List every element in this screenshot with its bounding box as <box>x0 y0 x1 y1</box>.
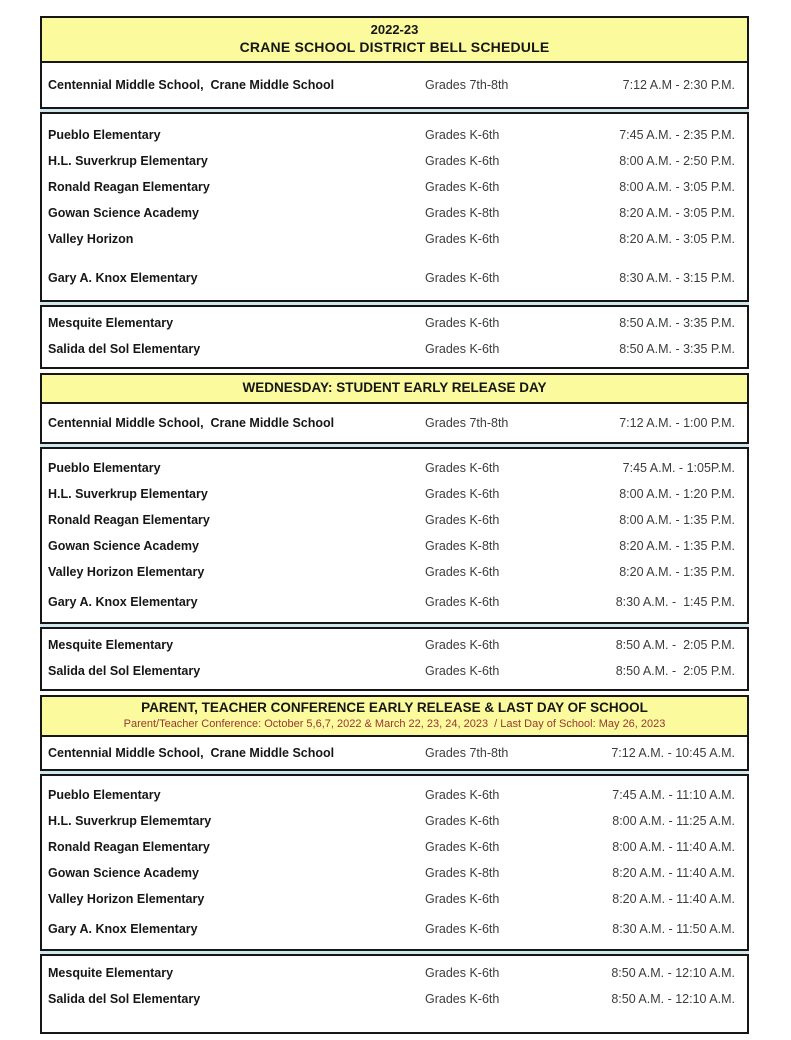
grades-label: Grades 7th-8th <box>425 78 509 92</box>
school-name: Valley Horizon Elementary <box>48 892 205 906</box>
late-start-schools-block <box>40 629 749 691</box>
schedule-row <box>42 658 747 684</box>
elementary-schools-block <box>40 449 749 622</box>
school-name: Gary A. Knox Elementary <box>48 922 198 936</box>
schedule-row <box>42 834 747 860</box>
page-title: CRANE SCHOOL DISTRICT BELL SCHEDULE <box>239 39 550 55</box>
conference-banner-subtitle: Parent/Teacher Conference: October 5,6,7, 2022 & March 22, 23, 24, 2023 / Last Day of School: May 26, 2023 <box>123 718 666 730</box>
school-name: Pueblo Elementary <box>48 461 161 475</box>
time-range: 8:20 A.M. - 3:05 P.M. <box>619 232 735 246</box>
school-name: Mesquite Elementary <box>48 638 174 652</box>
school-name: H.L. Suverkrup Elememtary <box>48 814 212 828</box>
time-range: 8:20 A.M. - 1:35 P.M. <box>619 539 735 553</box>
school-name: Centennial Middle School, Crane Middle School <box>48 746 335 760</box>
grades-label: Grades K-6th <box>425 316 500 330</box>
school-name: Pueblo Elementary <box>48 788 161 802</box>
middle-schools-block <box>40 737 749 769</box>
grades-label: Grades K-8th <box>425 866 500 880</box>
grades-label: Grades 7th-8th <box>425 746 509 760</box>
school-name: Gowan Science Academy <box>48 539 199 553</box>
schedule-row <box>42 200 747 226</box>
schedule-row <box>42 886 747 912</box>
schedule-row <box>42 507 747 533</box>
school-name: Centennial Middle School, Crane Middle School <box>48 78 335 92</box>
time-range: 8:50 A.M. - 3:35 P.M. <box>619 342 735 356</box>
middle-schools-block <box>40 404 749 442</box>
schedule-row <box>42 481 747 507</box>
section-divider <box>40 300 749 307</box>
time-range: 7:45 A.M. - 2:35 P.M. <box>619 128 735 142</box>
schedule-row <box>42 336 747 362</box>
school-name: Mesquite Elementary <box>48 966 174 980</box>
school-name: H.L. Suverkrup Elementary <box>48 487 208 501</box>
section-divider <box>40 442 749 449</box>
grades-label: Grades 7th-8th <box>425 416 509 430</box>
school-name: Ronald Reagan Elementary <box>48 840 210 854</box>
time-range: 8:00 A.M. - 11:40 A.M. <box>612 840 735 854</box>
late-start-schools-block <box>40 956 749 1034</box>
section-divider <box>40 769 749 776</box>
section-divider <box>40 107 749 114</box>
school-name: Gowan Science Academy <box>48 866 199 880</box>
time-range: 7:12 A.M. - 1:00 P.M. <box>619 416 735 430</box>
grades-label: Grades K-6th <box>425 595 500 609</box>
section-banner-wednesday: WEDNESDAY: STUDENT EARLY RELEASE DAY <box>40 373 749 404</box>
section-divider <box>40 949 749 956</box>
schedule-row <box>42 916 747 942</box>
school-name: Salida del Sol Elementary <box>48 342 201 356</box>
grades-label: Grades K-8th <box>425 539 500 553</box>
time-range: 8:30 A.M. - 3:15 P.M. <box>619 271 735 285</box>
late-start-schools-block <box>40 307 749 369</box>
schedule-row <box>42 860 747 886</box>
time-range: 8:50 A.M. - 12:10 A.M. <box>611 992 735 1006</box>
grades-label: Grades K-6th <box>425 232 500 246</box>
schedule-row <box>42 740 747 766</box>
grades-label: Grades K-6th <box>425 788 500 802</box>
time-range: 8:50 A.M. - 2:05 P.M. <box>615 638 735 652</box>
school-name: Centennial Middle School, Crane Middle School <box>48 416 335 430</box>
school-name: Salida del Sol Elementary <box>48 992 201 1006</box>
school-name: H.L. Suverkrup Elementary <box>48 154 208 168</box>
schedule-row <box>42 986 747 1012</box>
time-range: 8:30 A.M. - 1:45 P.M. <box>615 595 735 609</box>
school-name: Gary A. Knox Elementary <box>48 595 198 609</box>
middle-schools-block <box>40 63 749 107</box>
time-range: 8:20 A.M. - 3:05 P.M. <box>619 206 735 220</box>
time-range: 8:20 A.M. - 11:40 A.M. <box>612 892 735 906</box>
schedule-row <box>42 559 747 585</box>
schedule-row <box>42 782 747 808</box>
school-name: Mesquite Elementary <box>48 316 174 330</box>
time-range: 8:30 A.M. - 11:50 A.M. <box>612 922 735 936</box>
grades-label: Grades K-8th <box>425 206 500 220</box>
grades-label: Grades K-6th <box>425 966 500 980</box>
grades-label: Grades K-6th <box>425 461 500 475</box>
school-name: Ronald Reagan Elementary <box>48 180 210 194</box>
grades-label: Grades K-6th <box>425 664 500 678</box>
time-range: 8:20 A.M. - 11:40 A.M. <box>612 866 735 880</box>
grades-label: Grades K-6th <box>425 342 500 356</box>
time-range: 8:00 A.M. - 1:35 P.M. <box>619 513 735 527</box>
grades-label: Grades K-6th <box>425 814 500 828</box>
grades-label: Grades K-6th <box>425 180 500 194</box>
grades-label: Grades K-6th <box>425 487 500 501</box>
time-range: 8:50 A.M. - 3:35 P.M. <box>619 316 735 330</box>
grades-label: Grades K-6th <box>425 271 500 285</box>
time-range: 8:00 A.M. - 1:20 P.M. <box>619 487 735 501</box>
time-range: 8:00 A.M. - 3:05 P.M. <box>619 180 735 194</box>
school-name: Valley Horizon <box>48 232 134 246</box>
school-name: Gary A. Knox Elementary <box>48 271 198 285</box>
grades-label: Grades K-6th <box>425 922 500 936</box>
time-range: 8:00 A.M. - 2:50 P.M. <box>619 154 735 168</box>
bell-schedule-document <box>40 16 749 1034</box>
school-name: Ronald Reagan Elementary <box>48 513 210 527</box>
section-divider <box>40 622 749 629</box>
time-range: 7:45 A.M. - 1:05P.M. <box>622 461 735 475</box>
schedule-row <box>42 174 747 200</box>
grades-label: Grades K-6th <box>425 892 500 906</box>
schedule-row <box>42 589 747 615</box>
title-banner <box>40 16 749 63</box>
schedule-row <box>42 226 747 252</box>
school-name: Salida del Sol Elementary <box>48 664 201 678</box>
schedule-row <box>42 310 747 336</box>
schedule-row <box>42 533 747 559</box>
elementary-schools-block <box>40 776 749 949</box>
schedule-row <box>42 122 747 148</box>
schedule-row <box>42 455 747 481</box>
schedule-row <box>42 410 747 436</box>
schedule-row <box>42 632 747 658</box>
school-name: Valley Horizon Elementary <box>48 565 205 579</box>
time-range: 8:50 A.M. - 2:05 P.M. <box>615 664 735 678</box>
time-range: 8:20 A.M. - 1:35 P.M. <box>619 565 735 579</box>
schedule-row <box>42 960 747 986</box>
schedule-row <box>42 148 747 174</box>
grades-label: Grades K-6th <box>425 638 500 652</box>
time-range: 7:12 A.M. - 10:45 A.M. <box>611 746 735 760</box>
section-banner-conference <box>40 695 749 737</box>
schedule-row <box>42 265 747 291</box>
school-name: Pueblo Elementary <box>48 128 161 142</box>
time-range: 8:00 A.M. - 11:25 A.M. <box>612 814 735 828</box>
schedule-row <box>42 808 747 834</box>
grades-label: Grades K-6th <box>425 128 500 142</box>
school-name: Gowan Science Academy <box>48 206 199 220</box>
grades-label: Grades K-6th <box>425 565 500 579</box>
time-range: 7:12 A.M - 2:30 P.M. <box>622 78 735 92</box>
grades-label: Grades K-6th <box>425 154 500 168</box>
grades-label: Grades K-6th <box>425 992 500 1006</box>
grades-label: Grades K-6th <box>425 840 500 854</box>
schedule-row <box>42 72 747 98</box>
time-range: 8:50 A.M. - 12:10 A.M. <box>611 966 735 980</box>
elementary-schools-block <box>40 114 749 300</box>
time-range: 7:45 A.M. - 11:10 A.M. <box>612 788 735 802</box>
school-year: 2022-23 <box>370 22 419 37</box>
conference-banner-title: PARENT, TEACHER CONFERENCE EARLY RELEASE & LAST DAY OF SCHOOL <box>141 700 648 715</box>
grades-label: Grades K-6th <box>425 513 500 527</box>
